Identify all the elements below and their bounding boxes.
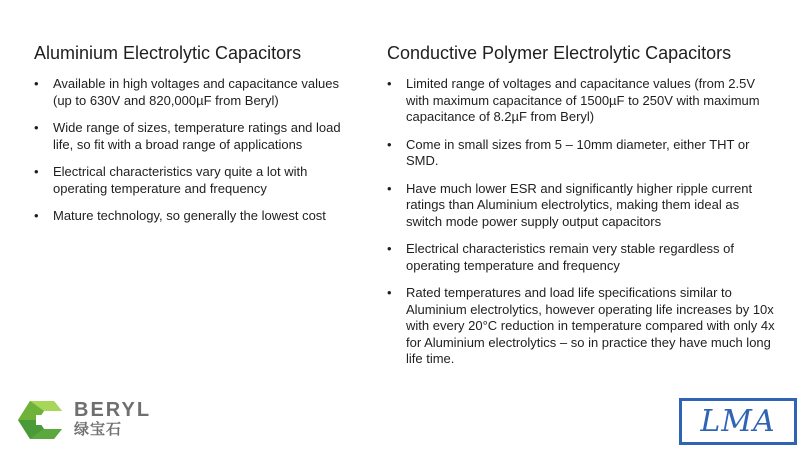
- bullet-item: • Available in high voltages and capacitance values (up to 630V and 820,000µF from Beryl): [34, 76, 356, 109]
- bullet-item: • Limited range of voltages and capacitance values (from 2.5V with maximum capacitance of 1500µF to 250V with maximum capacitance of 8.2µF from Beryl): [387, 76, 777, 126]
- beryl-wordmark: BERYL: [74, 399, 152, 421]
- lma-logo: [679, 398, 797, 445]
- bullet-item: • Have much lower ESR and significantly higher ripple current ratings than Aluminium electrolytics, making them ideal as switch mode power supply output capacitors: [387, 181, 777, 231]
- bullet-item: • Electrical characteristics remain very stable regardless of operating temperature and frequency: [387, 241, 777, 274]
- beryl-mark-icon: [14, 397, 66, 443]
- left-column-title: Aluminium Electrolytic Capacitors: [34, 43, 302, 63]
- bullet-item: • Wide range of sizes, temperature ratings and load life, so fit with a broad range of applications: [34, 120, 356, 153]
- lma-logo-text: LMA: [700, 403, 776, 439]
- lma-logo-frame: [682, 401, 794, 442]
- right-column: [387, 42, 777, 379]
- beryl-chinese-name: 绿宝石: [74, 421, 123, 438]
- bullet-item: • Rated temperatures and load life specifications similar to Aluminium electrolytics, however operating life increases by 10x with every 20°C reduction in temperature compared with only 4x for Aluminium electrolytics – so in practice they have much long life time.: [387, 285, 777, 368]
- right-bullet-list: [387, 76, 777, 368]
- left-column: [34, 42, 356, 236]
- left-bullet-list: [34, 76, 356, 225]
- bullet-item: • Come in small sizes from 5 – 10mm diameter, either THT or SMD.: [387, 137, 777, 170]
- right-column-title: Conductive Polymer Electrolytic Capacitors: [387, 43, 732, 63]
- bullet-item: • Electrical characteristics vary quite a lot with operating temperature and frequency: [34, 164, 356, 197]
- beryl-logo: [14, 397, 164, 445]
- bullet-item: • Mature technology, so generally the lowest cost: [34, 208, 356, 225]
